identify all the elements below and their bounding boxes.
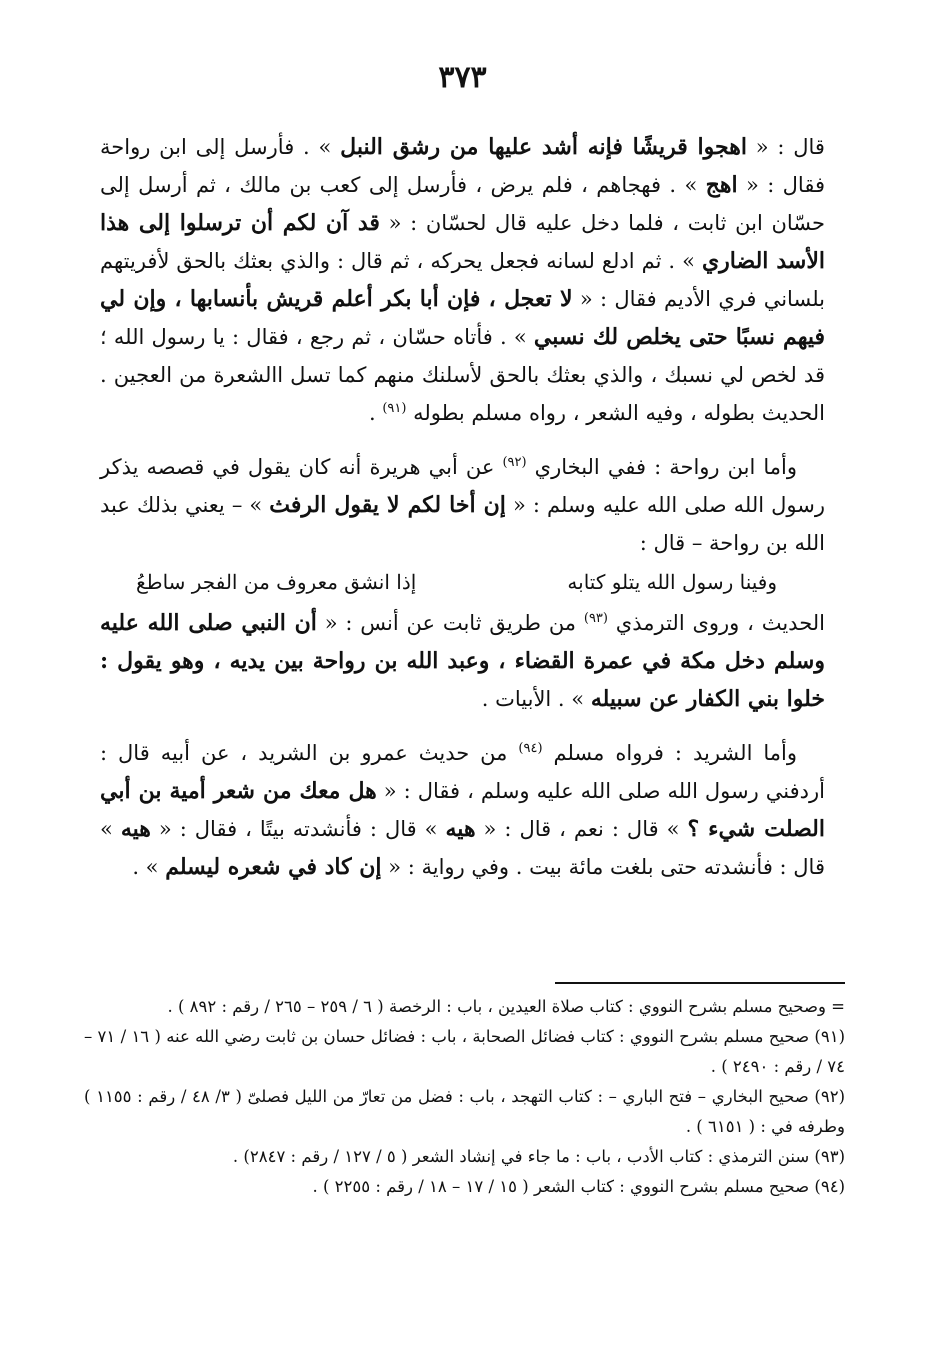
text-run: . — [368, 401, 383, 425]
main-text — [100, 128, 825, 886]
text-run: وأما الشريد : فرواه مسلم — [542, 741, 797, 765]
footnote-reference: (٩٣) — [583, 611, 608, 626]
footnote-divider — [555, 982, 845, 984]
poetry-verse — [100, 564, 825, 600]
text-run: » . ثم ادلع لسانه فجعل يحركه ، ثم قال : والذي بعثك بالحق لأفريتهم بلساني فري الأديم فقال : « — [100, 249, 825, 311]
footnote-continuation: = وصحيح مسلم بشرح النووي : كتاب صلاة العيدين ، باب : الرخصة ( ٦ / ٢٥٩ – ٢٦٥ / رقم : ٨٩٢ ) . — [167, 997, 845, 1016]
text-run: » . فأتاه حسّان ، ثم رجع ، فقال : يا رسول الله ؛ قد لخص لي نسبك ، والذي بعثك بالحق لأسلنك منهم كما تسل االشعرة من العجين . الحديث بطوله ، وفيه الشعر ، رواه مسلم بطوله — [100, 325, 825, 425]
hadith-quote: اهج — [705, 172, 738, 198]
text-run: » . فهجاهم ، فلم يرض ، فأرسل إلى كعب بن مالك ، ثم أرسل إلى حسّان ابن ثابت ، فلما دخل عليه قال لحسّان : « — [100, 173, 825, 235]
hadith-quote: اهجوا قريشًا فإنه أشد عليها من رشق النبل — [340, 134, 747, 160]
footnotes — [84, 992, 845, 1202]
footnote-93: (٩٣) سنن الترمذي : كتاب الأدب ، باب : ما جاء في إنشاد الشعر ( ٥ / ١٢٧ / رقم : ٢٨٤٧) . — [232, 1147, 845, 1166]
footnote-92: (٩٢) صحيح البخاري – فتح الباري – : كتاب التهجد ، باب : فضل من تعارّ من الليل فصلىّ ( ٣/ ٤٨ / رقم : ١١٥٥ ) وطرفه في : ( ٦١٥١ ) . — [84, 1087, 846, 1136]
text-run: » – يعني بذلك عبد الله بن رواحة – قال : — [100, 493, 825, 555]
text-run: عن أبي هريرة أنه كان يقول في قصصه يذكر رسول الله صلى الله عليه وسلم : « — [100, 455, 825, 517]
hadith-quote: أن النبي صلى الله عليه وسلم دخل مكة في عمرة القضاء ، وعبد الله بن رواحة بين يديه ، وهو يقول : خلوا بني الكفار عن سبيله — [100, 610, 825, 712]
text-run: » قال : فأنشدته بيتًا ، فقال : « — [150, 817, 446, 841]
hadith-quote: لا تعجل ، فإن أبا بكر أعلم قريش بأنسابها ، وإن لي فيهم نسبًا حتى يخلص لك نسبي — [100, 286, 825, 350]
verse-first-hemistich: وفينا رسول الله يتلو كتابه — [567, 570, 777, 594]
hadith-quote: هيه — [445, 816, 476, 842]
text-run: الحديث ، وروى الترمذي — [607, 611, 825, 635]
footnote-reference: (٩٢) — [502, 455, 527, 470]
verse-second-hemistich: إذا انشق معروف من الفجر ساطعُ — [136, 570, 417, 594]
hadith-quote: إن كاد في شعره ليسلم — [165, 854, 382, 880]
hadith-quote: قد آن لكم أن ترسلوا إلى هذا الأسد الضاري — [100, 210, 825, 274]
hadith-quote: إن أخا لكم لا يقول الرفث — [269, 492, 506, 518]
page-number: ٣٧٣ — [438, 60, 487, 95]
text-run: » قال : فأنشدته حتى بلغت مائة بيت . وفي رواية : « — [100, 817, 825, 879]
paragraph-ibn-rawaha — [100, 448, 825, 562]
hadith-quote: هل معك من شعر أمية بن أبي الصلت شيء ؟ — [100, 778, 825, 842]
text-run: وأما ابن رواحة : ففي البخاري — [526, 455, 797, 479]
text-run: من طريق ثابت عن أنس : « — [316, 611, 584, 635]
footnote-reference: (٩١) — [382, 401, 407, 416]
text-run: قال : « — [746, 135, 825, 159]
text-run: » . — [132, 855, 166, 879]
footnote-reference: (٩٤) — [518, 741, 543, 756]
text-run: » . فأرسل إلى ابن رواحة فقال : « — [100, 135, 825, 197]
footnote-91: (٩١) صحيح مسلم بشرح النووي : كتاب فضائل الصحابة ، باب : فضائل حسان بن ثابت رضي الله عنه ( ١٦ / ٧١ – ٧٤ / رقم : ٢٤٩٠ ) . — [84, 1027, 845, 1076]
footnote-94: (٩٤) صحيح مسلم بشرح النووي : كتاب الشعر ( ١٥ / ١٧ – ١٨ / رقم : ٢٢٥٥ ) . — [312, 1177, 845, 1196]
paragraph-al-sharid — [100, 734, 825, 886]
hadith-quote: هيه — [120, 816, 151, 842]
text-run: » قال : نعم ، قال : « — [475, 817, 688, 841]
text-run: من حديث عمرو بن الشريد ، عن أبيه قال : أردفني رسول الله صلى الله عليه وسلم ، فقال : « — [100, 741, 825, 803]
paragraph-hassan — [100, 128, 825, 432]
text-run: » . الأبيات . — [481, 687, 591, 711]
paragraph-tirmidhi — [100, 604, 825, 718]
